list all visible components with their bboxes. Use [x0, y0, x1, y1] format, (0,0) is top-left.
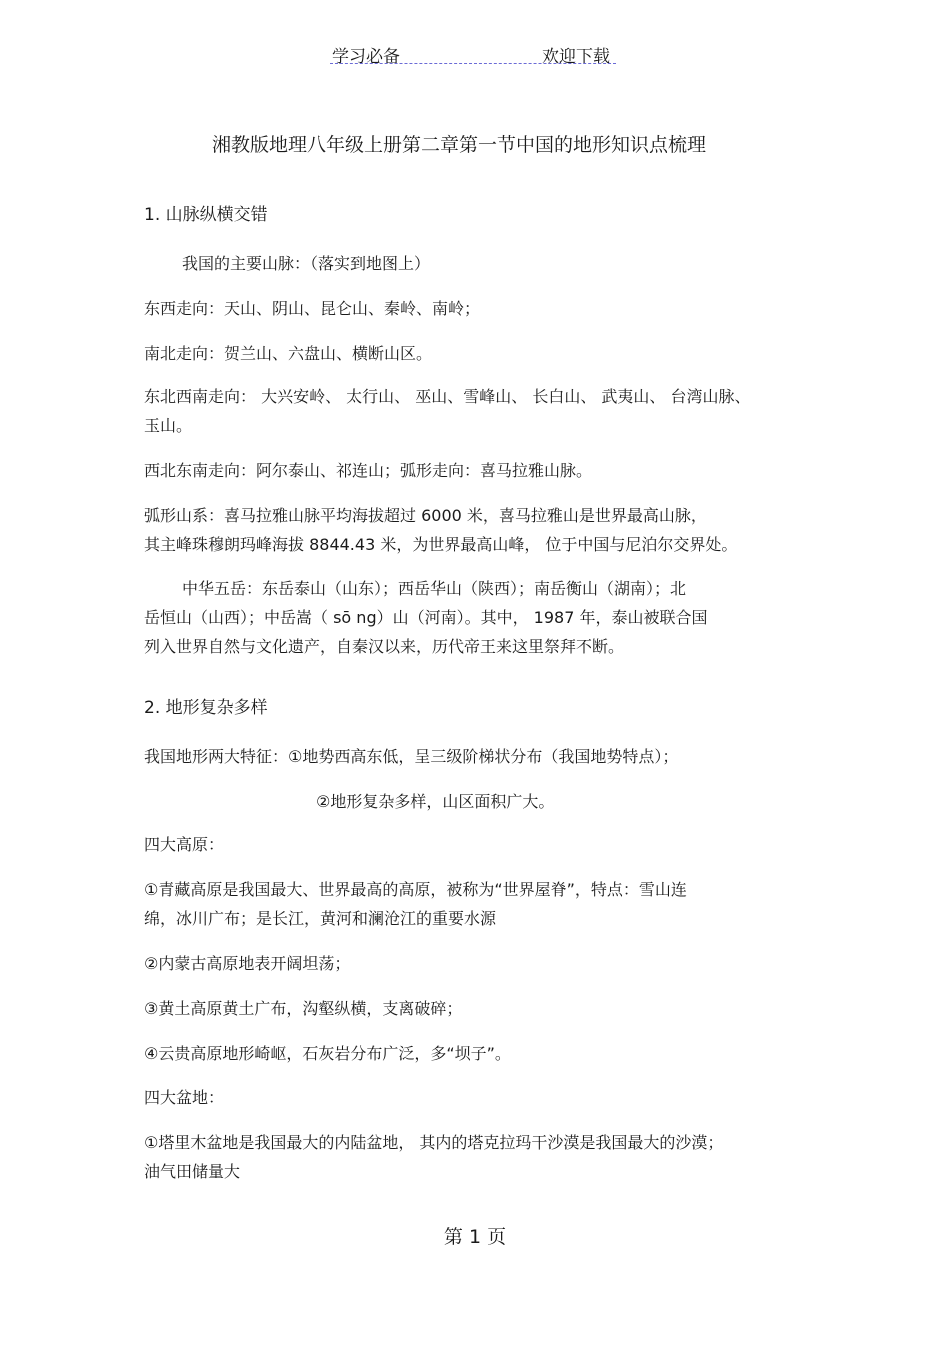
paragraph-line: 油气田储量大	[144, 1162, 241, 1181]
paragraph-line: 其主峰珠穆朗玛峰海拔 8844.43 米，为世界最高山峰， 位于中国与尼泊尔交界处。	[144, 535, 738, 554]
paragraph-line: 东北西南走向： 大兴安岭、 太行山、 巫山、雪峰山、 长白山、 武夷山、 台湾山脉、	[144, 387, 751, 406]
header-left-text: 学习必备	[332, 47, 400, 67]
paragraph: 四大盆地：	[144, 1088, 225, 1107]
paragraph: 东西走向：天山、阴山、昆仑山、秦岭、南岭；	[144, 299, 481, 318]
paragraph-line: ①塔里木盆地是我国最大的内陆盆地， 其内的塔克拉玛干沙漠是我国最大的沙漠；	[144, 1133, 724, 1152]
paragraph: ③黄土高原黄土广布，沟壑纵横，支离破碎；	[144, 999, 463, 1018]
paragraph: 我国的主要山脉：（落实到地图上）	[182, 254, 431, 273]
document-title: 湘教版地理八年级上册第二章第一节中国的地形知识点梳理	[211, 134, 706, 156]
header-dashed-underline	[330, 63, 616, 64]
section-2-heading: 2. 地形复杂多样	[144, 698, 268, 718]
paragraph-line: 玉山。	[144, 416, 193, 435]
paragraph-line: 岳恒山（山西）；中岳嵩（ sō ng）山（河南）。其中， 1987 年，泰山被联合国	[144, 608, 708, 627]
paragraph-line: 列入世界自然与文化遗产，自秦汉以来，历代帝王来这里祭拜不断。	[144, 637, 625, 656]
paragraph: ②内蒙古高原地表开阔坦荡；	[144, 954, 351, 973]
paragraph: 我国地形两大特征：①地势西高东低，呈三级阶梯状分布（我国地势特点）；	[144, 747, 679, 766]
paragraph-line: 中华五岳：东岳泰山（山东）；西岳华山（陕西）；南岳衡山（湖南）；北	[182, 579, 687, 598]
paragraph-line: 弧形山系：喜马拉雅山脉平均海拔超过 6000 米，喜马拉雅山是世界最高山脉，	[144, 506, 707, 525]
paragraph: 南北走向：贺兰山、六盘山、横断山区。	[144, 344, 433, 363]
section-1-heading: 1. 山脉纵横交错	[144, 205, 268, 225]
header-right-text: 欢迎下载	[542, 47, 610, 67]
paragraph: 西北东南走向：阿尔泰山、祁连山；弧形走向：喜马拉雅山脉。	[144, 461, 593, 480]
page-number: 第 1 页	[443, 1226, 507, 1248]
paragraph: 四大高原：	[144, 835, 225, 854]
paragraph: ④云贵高原地形崎岖，石灰岩分布广泛，多“坝子”。	[144, 1044, 511, 1063]
paragraph-line: ①青藏高原是我国最大、世界最高的高原，被称为“世界屋脊”，特点：雪山连	[144, 880, 687, 899]
paragraph: ②地形复杂多样，山区面积广大。	[316, 792, 555, 811]
paragraph-line: 绵，冰川广布；是长江，黄河和澜沧江的重要水源	[144, 909, 497, 928]
